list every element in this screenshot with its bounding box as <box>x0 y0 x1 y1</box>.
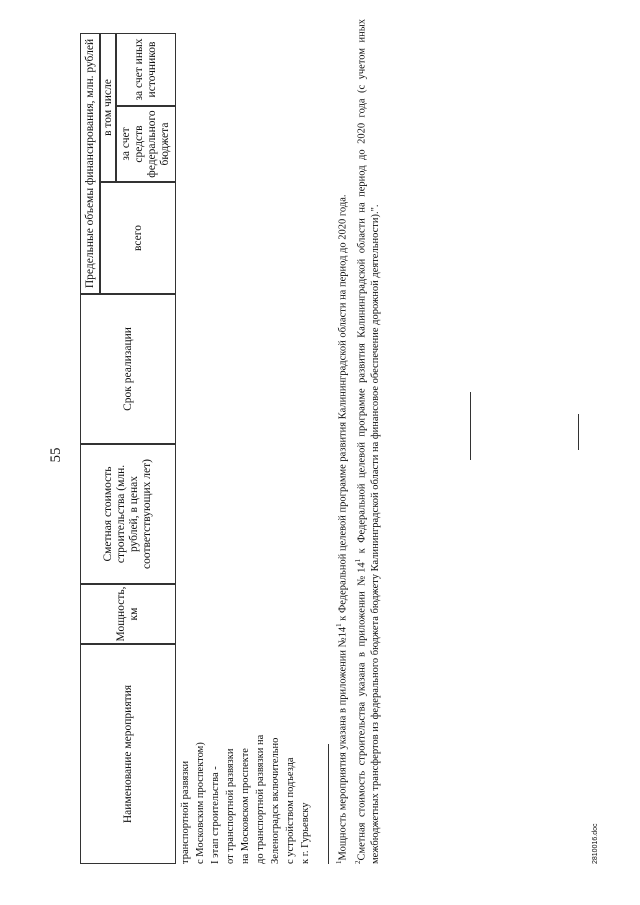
footnote-marker: 1 <box>335 860 343 864</box>
body-line: Зеленоградск включительно <box>270 737 281 864</box>
body-line: с устройством подъезда <box>285 757 296 864</box>
footnote-text: Мощность мероприятия указана в приложении №14 <box>337 626 349 861</box>
event-description <box>178 704 313 864</box>
header-funding-limit: Предельные объемы финансирования, млн. рублей <box>80 33 100 294</box>
footnote-1 <box>332 19 351 864</box>
file-identifier: 2810016.doc <box>592 823 599 864</box>
funding-table-header <box>80 33 176 864</box>
closing-rule <box>470 392 471 460</box>
header-federal: за счет средств федерального бюджета <box>116 106 176 182</box>
footnote-superscript: 1 <box>335 623 343 627</box>
header-other: за счет иных источников <box>116 33 176 106</box>
footnote-text: к Федеральной целевой программе развития Калининградской области на период до 2020 года (с учетом иных межбюджетных трансфертов из федерального бюджета бюджету Калининградской области на финансовое обеспечение дорожной деятельности).". <box>356 18 381 864</box>
body-line: от транспортной развязки <box>225 748 236 864</box>
footnote-superscript: 1 <box>353 558 362 563</box>
footnote-text: к Федеральной целевой программе развития Калининградской области на период до 2020 года. <box>337 194 349 624</box>
header-total: всего <box>100 182 176 294</box>
body-line: транспортной развязки <box>180 760 191 864</box>
body-line: с Московским проспектом) <box>195 742 206 864</box>
body-line: до транспортной развязки на <box>255 734 266 864</box>
footnote-separator <box>328 744 329 864</box>
header-capacity: Мощность, км <box>80 584 176 644</box>
footnote-2 <box>351 19 384 864</box>
body-line: на Московском проспекте <box>240 748 251 864</box>
footnotes <box>332 19 383 864</box>
header-event-name: Наименование мероприятия <box>80 644 176 864</box>
body-line: к г. Гурьевску <box>300 802 311 864</box>
closing-rule <box>578 414 579 450</box>
header-period: Срок реализации <box>80 294 176 444</box>
page-number: 55 <box>48 447 64 463</box>
body-line: I этап строительства - <box>210 766 221 864</box>
header-estimated-cost: Сметная стоимость строительства (млн. рублей, в ценах соответствующих лет) <box>80 444 176 584</box>
footnote-text: Сметная стоимость строительства указана в приложении №14 <box>356 562 367 861</box>
header-including: в том числе <box>100 33 116 182</box>
document-page <box>0 5 610 870</box>
footnote-marker: 2 <box>353 860 362 864</box>
